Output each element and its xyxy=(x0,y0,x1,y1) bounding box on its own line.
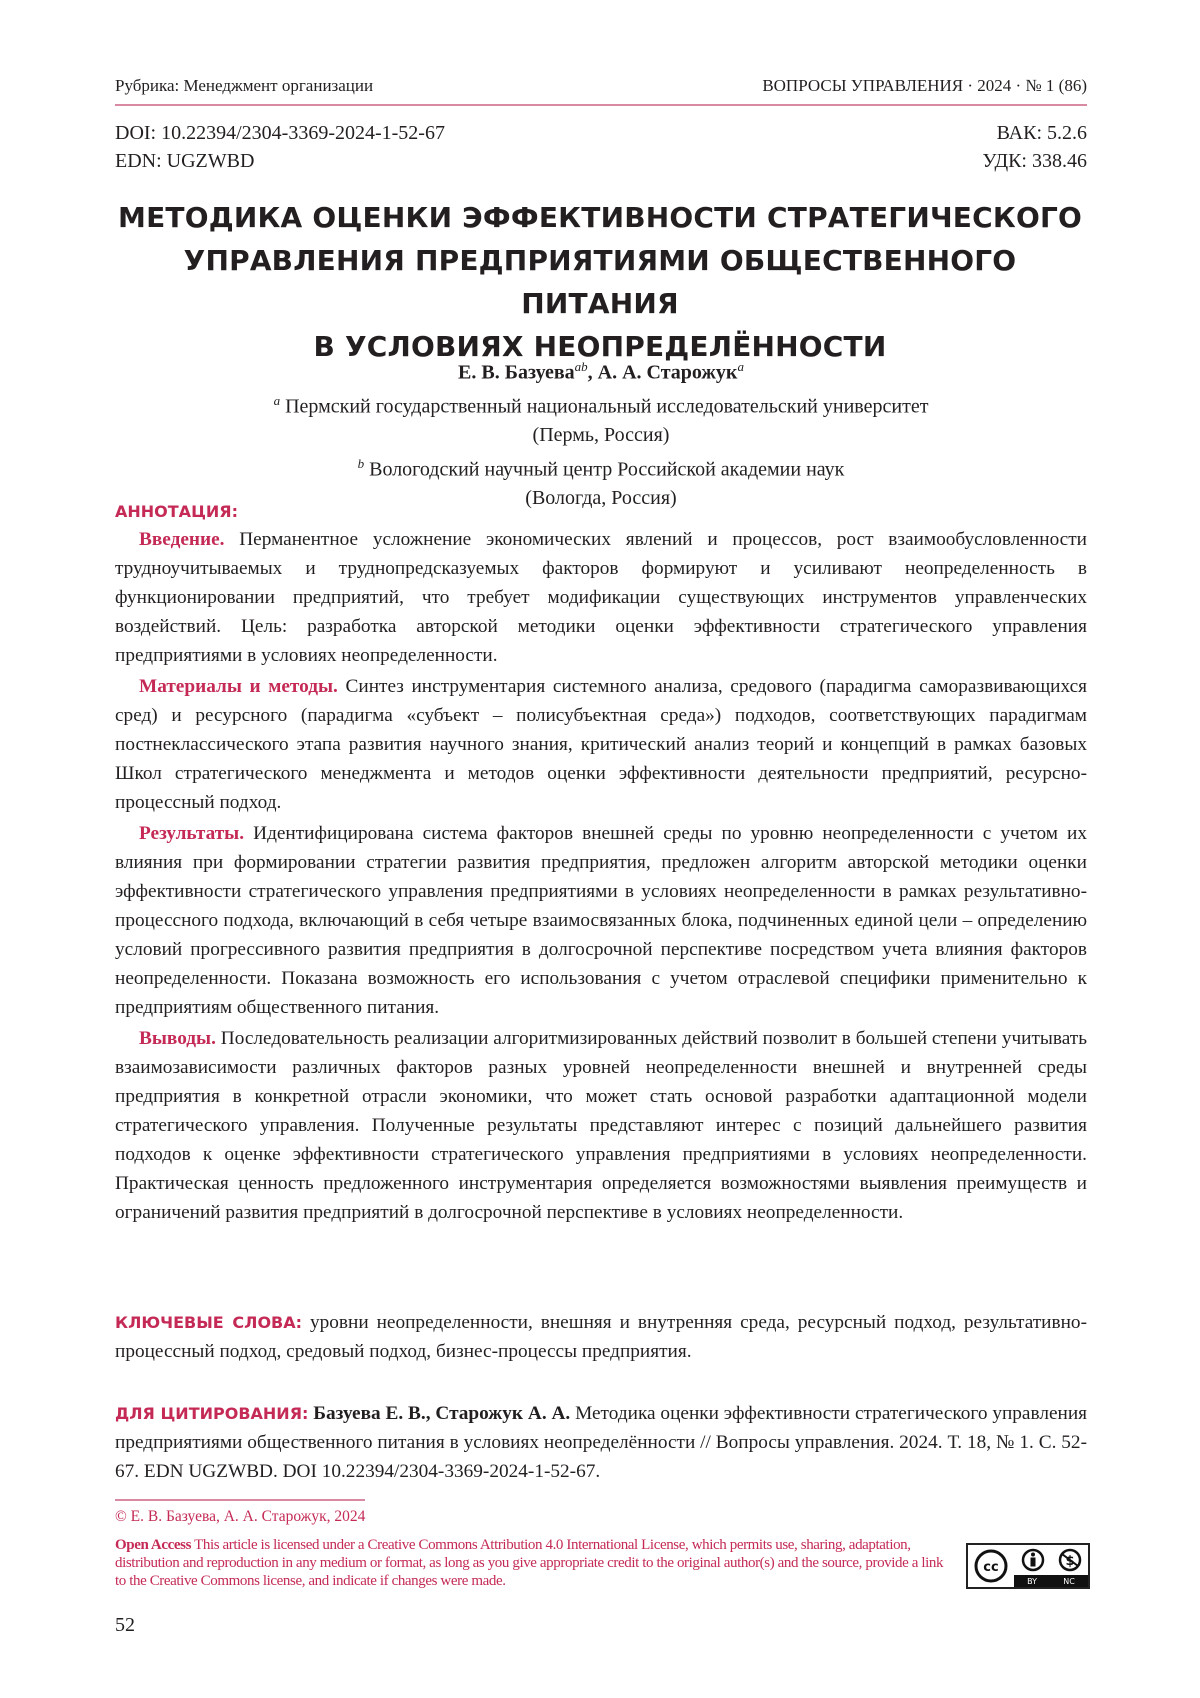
running-header xyxy=(115,76,1087,96)
conclusions-text: Последовательность реализации алгоритмизированных действий позволит в большей степени учитывать взаимозависимости различных факторов разных уровней неопределенности внешней и внутренней среды предприятия в конкретной отрасли экономики, что может стать основой разработки адаптационной модели стратегического управления. Полученные результаты представляют интерес с позиций дальнейшего развития подходов к оценке эффективности стратегического управления предприятиями в условиях неопределенности. Практическая ценность предложенного инструментария определяется возможностями выявления преимуществ и ограничений развития предприятий в долгосрочной перспективе в условиях неопределенности. xyxy=(115,1028,1087,1223)
intro-text: Перманентное усложнение экономических явлений и процессов, рост взаимообусловленности трудноучитываемых и труднопредсказуемых факторов формируют и усиливают неопределенность в функционировании предприятий, что требует модификации существующих инструментов управленческих воздействий. Цель: разработка авторской методики оценки эффективности стратегического управления предприятиями в условиях неопределенности. xyxy=(115,529,1087,666)
open-access-notice xyxy=(115,1536,945,1590)
methods-label: Материалы и методы. xyxy=(139,676,338,697)
abstract-heading: АННОТАЦИЯ: xyxy=(115,502,238,521)
title-line: В УСЛОВИЯХ НЕОПРЕДЕЛЁННОСТИ xyxy=(100,325,1100,368)
abstract-body xyxy=(115,525,1087,1227)
meta-row-1 xyxy=(115,122,1087,145)
udk: УДК: 338.46 xyxy=(982,150,1087,173)
svg-text:cc: cc xyxy=(983,1560,998,1575)
keywords-heading: КЛЮЧЕВЫЕ СЛОВА: xyxy=(115,1313,302,1332)
meta-row-2 xyxy=(115,150,1087,173)
author-2: А. А. Старожук xyxy=(598,362,738,384)
edn: EDN: UGZWBD xyxy=(115,150,254,173)
doi: DOI: 10.22394/2304-3369-2024-1-52-67 xyxy=(115,122,445,145)
results-label: Результаты. xyxy=(139,823,244,844)
affiliation-name: Пермский государственный национальный исследовательский университет xyxy=(285,396,928,418)
author-1-affiliation: ab xyxy=(575,359,588,374)
title-line: МЕТОДИКА ОЦЕНКИ ЭФФЕКТИВНОСТИ СТРАТЕГИЧЕСКОГО xyxy=(100,196,1100,239)
affiliation-mark: b xyxy=(358,456,365,471)
svg-text:$: $ xyxy=(1065,1554,1074,1569)
affiliation-b xyxy=(115,450,1087,484)
affiliation-a-city: (Пермь, Россия) xyxy=(115,421,1087,450)
author-1: Е. В. Базуева xyxy=(458,362,575,384)
intro-label: Введение. xyxy=(139,529,225,550)
copyright: © Е. В. Базуева, А. А. Старожук, 2024 xyxy=(115,1508,365,1526)
cc-icon xyxy=(968,1545,1014,1587)
page-number: 52 xyxy=(115,1614,135,1637)
author-separator: , xyxy=(588,362,598,384)
methods-text: Синтез инструментария системного анализа, средового (парадигма саморазвивающихся сред) и ресурсного (парадигма «субъект – полисубъектная среда») подходов, соответствующих парадигмам постнеклассического этапа развития научного знания, критический анализ теорий и концепций в рамках базовых Школ стратегического менеджмента и методов оценки эффективности деятельности предприятий, ресурсно-процессный подход. xyxy=(115,676,1087,813)
title-line: УПРАВЛЕНИЯ ПРЕДПРИЯТИЯМИ ОБЩЕСТВЕННОГО ПИТАНИЯ xyxy=(100,239,1100,325)
citation-text: Методика оценки эффективности стратегического управления предприятиями общественного питания в условиях неопределённости // Вопросы управления. 2024. Т. 18, № 1. С. 52-67. EDN UGZWBD. DOI 10.22394/2304-3369-2024-1-52-67. xyxy=(115,1403,1087,1482)
abstract-intro xyxy=(115,525,1087,670)
footer-rule xyxy=(115,1499,365,1501)
abstract-results xyxy=(115,819,1087,1022)
results-text: Идентифицирована система факторов внешней среды по уровню неопределенности с учетом их влияния при формировании стратегии развития предприятия, предложен алгоритм авторской методики оценки эффективности стратегического управления предприятиями в условиях неопределенности в рамках результативно-процессного подхода, включающий в себя четыре взаимосвязанных блока, подчиненных единой цели – определению условий прогрессивного развития предприятия в долгосрочной перспективе посредством учета влияния факторов неопределенности. Показана возможность его использования с учетом отраслевой специфики применительно к предприятиям общественного питания. xyxy=(115,823,1087,1018)
author-2-affiliation: a xyxy=(737,359,744,374)
cc-by-label: BY xyxy=(1027,1577,1037,1586)
citation-authors: Базуева Е. В., Старожук А. А. xyxy=(313,1403,570,1424)
open-access-label: Open Access xyxy=(115,1537,191,1553)
header-rule xyxy=(115,104,1087,106)
keywords-text: уровни неопределенности, внешняя и внутренняя среда, ресурсный подход, результативно-процессный подход, средовый подход, бизнес-процессы предприятия. xyxy=(115,1312,1087,1362)
attribution-icon xyxy=(1021,1548,1045,1572)
citation xyxy=(115,1399,1087,1486)
affiliation-mark: a xyxy=(274,393,281,408)
license-text: This article is licensed under a Creative Commons Attribution 4.0 International License, which permits use, sharing, adaptation, distribution and reproduction in any medium or format, as long as you give appropriate credit to the original author(s) and the source, provide a link to the Creative Commons license, and indicate if changes were made. xyxy=(115,1537,943,1589)
authors-block xyxy=(115,353,1087,512)
author-line xyxy=(115,353,1087,387)
article-title xyxy=(100,196,1100,368)
affiliation-a xyxy=(115,387,1087,421)
vak: ВАК: 5.2.6 xyxy=(997,122,1087,145)
cc-by-nc-badge[interactable] xyxy=(966,1543,1090,1589)
cc-nc-label: NC xyxy=(1063,1577,1075,1586)
affiliation-name: Вологодский научный центр Российской академии наук xyxy=(369,458,844,480)
conclusions-label: Выводы. xyxy=(139,1028,216,1049)
noncommercial-icon xyxy=(1058,1548,1082,1572)
abstract-conclusions xyxy=(115,1024,1087,1227)
citation-heading: ДЛЯ ЦИТИРОВАНИЯ: xyxy=(115,1404,308,1423)
rubric: Рубрика: Менеджмент организации xyxy=(115,76,373,96)
journal-issue: ВОПРОСЫ УПРАВЛЕНИЯ · 2024 · № 1 (86) xyxy=(762,76,1087,96)
keywords xyxy=(115,1308,1087,1366)
affiliation-b-city: (Вологда, Россия) xyxy=(115,484,1087,513)
abstract-methods xyxy=(115,672,1087,817)
